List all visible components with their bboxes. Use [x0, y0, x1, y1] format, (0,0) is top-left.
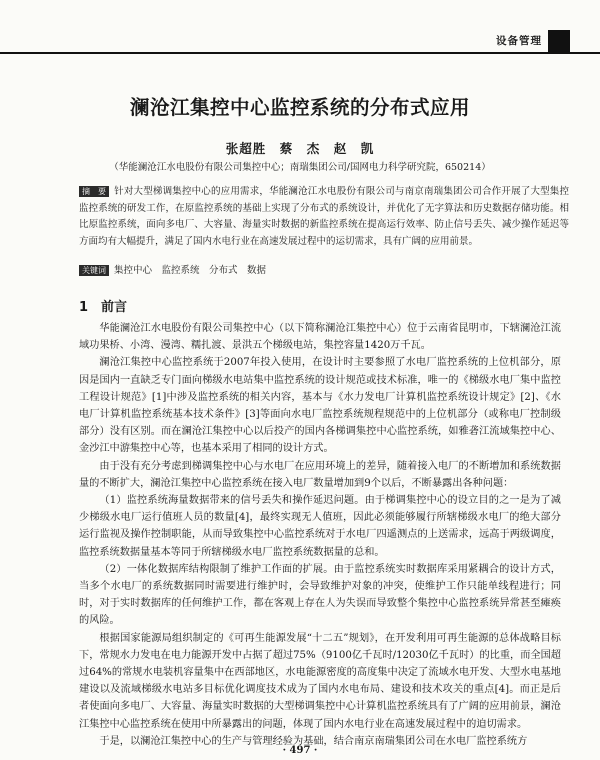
abstract-tag: 摘 要 — [79, 186, 109, 197]
page-number: · 497 · — [282, 745, 318, 756]
article-affiliation: （华能澜沧江水电股份有限公司集控中心；南瑞集团公司/国网电力科学研究院，650214） — [109, 162, 491, 173]
header-rule — [0, 52, 600, 54]
article-body — [79, 320, 561, 750]
article-title: 澜沧江集控中心监控系统的分布式应用 — [129, 96, 470, 119]
paragraph: 澜沧江集控中心监控系统于2007年投入使用，在设计时主要参照了水电厂监控系统的上位机部分，原因是国内一直缺乏专门面向梯级水电站集中监控系统的设计规范或技术标准，唯一的《梯级水电厂集中监控工程设计规范》[1]中涉及监控系统的相关内容，基本与《水力发电厂计算机监控系统设计规定》[2]、《水电厂计算机监控系统基本技术条件》[3]等面向水电厂监控系统规程规范中的上位机部分（或称电厂控制级部分）没有区别。而在澜沧江集控中心以后投产的国内各梯调集控中心监控系统，如雅砻江流域集控中心、金沙江中游集控中心等，也基本采用了相同的设计方式。 — [79, 357, 561, 455]
running-header — [430, 30, 570, 52]
paragraph: （1）监控系统海量数据带来的信号丢失和操作延迟问题。由于梯调集控中心的设立目的之一是为了减少梯级水电厂运行值班人员的数量[4]，最终实现无人值班，因此必须能够履行所辖梯级水电厂的绝大部分运行监视及操作控制职能，从而导致集控中心监控系统对于水电厂四遥测点的上送需求，远高于两级调度，监控系统数据量基本等同于所辖梯级水电厂监控系统数据量的总和。 — [79, 495, 561, 558]
abstract-text: 针对大型梯调集控中心的应用需求，华能澜沧江水电股份有限公司与南京南瑞集团公司合作开展了大型集控监控系统的研发工作，在原监控系统的基础上实现了分布式的系统设计，并优化了无字算法和历史数据存储功能。相比原监控系统，面向多电厂、大容量、海量实时数据的新监控系统在提高运行效率、防止信号丢失、减少操作延迟等方面均有大幅提升，满足了国内水电行业在高速发展过程中的运切需求，具有广阔的应用前景。 — [79, 186, 569, 247]
paragraph: 由于没有充分考虑到梯调集控中心与水电厂在应用环境上的差异，随着接入电厂的不断增加和系统数据量的不断扩大，澜沧江集控中心监控系统在接入电厂数量增加到9个以后，不断暴露出各种问题： — [79, 460, 561, 489]
abstract — [79, 184, 569, 250]
keywords — [79, 263, 569, 279]
paragraph: 华能澜沧江水电股份有限公司集控中心（以下简称澜沧江集控中心）位于云南省昆明市，下辖澜沧江流域功果桥、小湾、漫湾、糯扎渡、景洪五个梯级电站，集控容量1420万千瓦。 — [79, 323, 561, 352]
article-authors: 张超胜 蔡 杰 赵 凯 — [225, 141, 375, 156]
paragraph: 于是，以澜沧江集控中心的生产与管理经验为基础，结合南京南瑞集团公司在水电厂监控系统方 — [99, 735, 528, 747]
paragraph: （2）一体化数据库结构限制了维护工作面的扩展。由于监控系统实时数据库采用紧耦合的设计方式，当多个水电厂的系统数据同时需要进行维护时，会导致维护对象的冲突，使维护工作只能单线程进行；同时，对于实时数据库的任何维护工作，都在客观上存在人为失误而导致整个集控中心监控系统异常甚至瘫痪的风险。 — [79, 563, 561, 627]
header-black-block — [548, 30, 570, 52]
section-heading: 1 前言 — [79, 300, 128, 315]
running-header-section: 设备管理 — [496, 35, 542, 47]
keywords-text: 集控中心 监控系统 分布式 数据 — [114, 265, 267, 276]
keywords-tag: 关键词 — [79, 265, 109, 276]
paragraph: 根据国家能源局组织制定的《可再生能源发展“十二五”规划》，在开发利用可再生能源的总体战略目标下，常规水力发电在电力能源开发中占据了超过75%（9100亿千瓦时/12030亿千瓦时）的比重，而全国超过64%的常规水电装机容量集中在西部地区，水电能源密度的高度集中决定了流域水电开发、大型水电基地建设以及流域梯级水电站多目标优化调度技术成为了国内水电布局、建设和技术攻关的重点[4]。而正是后者使面向多电厂、大容量、海量实时数据的大型梯调集控中心计算机监控系统具有了广阔的应用前景，澜沧江集控中心监控系统在使用中所暴露出的问题，体现了国内水电行业在高速发展过程中的迫切需求。 — [79, 632, 561, 730]
